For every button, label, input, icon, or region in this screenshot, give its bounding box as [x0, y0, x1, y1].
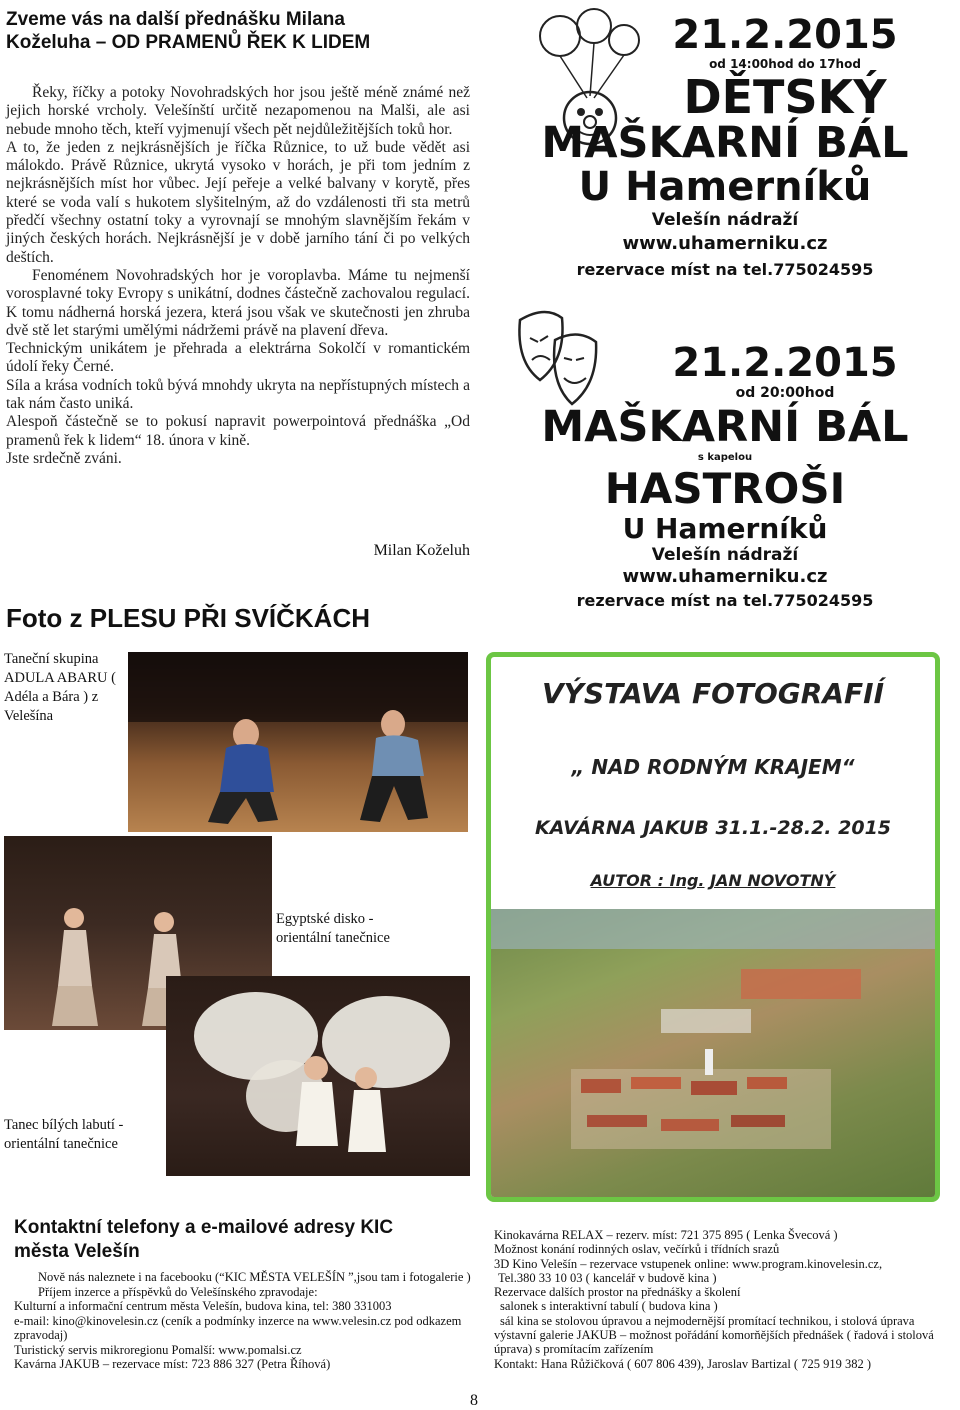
venue-contacts-line: sál kina se stolovou úpravou a nejmodernější promítací technikou, i stolová úprava: [500, 1313, 915, 1328]
exhibition-subtitle: „ NAD RODNÝM KRAJEM“: [571, 755, 855, 779]
poster2-band-intro: s kapelou: [697, 452, 753, 463]
photo-caption-swans: Tanec bílých labutí - orientální tanečnice: [4, 1117, 124, 1152]
contacts-line: Nově nás naleznete i na facebooku (“KIC MĚSTA VELEŠÍN ”,jsou tam i fotogalerie ): [38, 1270, 471, 1284]
photo-caption-dance-group: Taneční skupina ADULA ABARU ( Adéla a Bára ) z Velešína: [4, 651, 116, 724]
exhibition-place: KAVÁRNA JAKUB 31.1.-28.2. 2015: [534, 817, 892, 839]
photo-caption-egyptian: Egyptské disko - orientální tanečnice: [276, 911, 390, 946]
swan-dancers-figures: [166, 976, 470, 1176]
venue-contacts-line: výstavní galerie JAKUB – možnost pořádání komorňějších přednášek ( řadová i stolová úprava) s promítacím zařízením: [494, 1328, 934, 1357]
contacts-title: [14, 1216, 464, 1264]
lecture-signature: Milan Koželuh: [373, 542, 470, 559]
contacts-line: e-mail: kino@kinovelesin.cz (ceník a podmínky inzerce na www.velesin.cz pod odkazem zpravodaj): [14, 1313, 462, 1342]
contacts-body: [14, 1270, 478, 1372]
lecture-body: [6, 84, 470, 468]
exhibition-author-label: AUTOR : Ing.: [590, 871, 705, 890]
lecture-paragraph: Technickým unikátem je přehrada a elektrárna Sokolčí v romantickém údolí řeky Černé.: [6, 340, 470, 376]
lecture-title: [6, 8, 476, 54]
poster1-reservation: rezervace míst na tel.775024595: [576, 260, 874, 279]
poster2-web: www.uhamerniku.cz: [622, 566, 828, 587]
poster2-title: MAŠKARNÍ BÁL: [541, 402, 909, 452]
page-number: 8: [470, 1392, 478, 1409]
exhibition-poster: [486, 652, 940, 1202]
exhibition-title: VÝSTAVA FOTOGRAFIÍ: [541, 677, 884, 710]
lecture-paragraph: Řeky, říčky a potoky Novohradských hor jsou ještě méně známé než jejich horské vrcholy. Velešínští určitě nezapomenou na Malši, ale asi nebude mnoho těch, kteří vyjmenují všech pět nejdůležitějších toků hor.: [6, 84, 470, 138]
contacts-line: Kavárna JAKUB – rezervace míst: 723 886 327 (Petra Říhová): [14, 1357, 331, 1371]
lecture-paragraph: Síla a krása vodních toků bývá mnohdy ukryta na nepřístupných místech a tak nám často uniká.: [6, 376, 470, 413]
town-rooftops: [491, 909, 935, 1201]
poster1-title-line1: DĚTSKÝ: [683, 70, 887, 124]
poster1-venue: U Hamerníků: [578, 164, 872, 210]
poster1-title-line2: MAŠKARNÍ BÁL: [541, 118, 909, 168]
exhibition-author-name: JAN NOVOTNÝ: [710, 871, 836, 890]
photo-section-title: Foto z PLESU PŘI SVÍČKÁCH: [6, 603, 371, 633]
venue-contacts-line: Možnost konání rodinných oslav, večírků i třídních srazů: [494, 1242, 780, 1257]
contacts-line: Příjem inzerce a příspěvků do Velešínského zpravodaje:: [38, 1284, 318, 1299]
venue-contacts-line: Kinokavárna RELAX – rezerv. míst: 721 375 895 ( Lenka Švecová ): [494, 1228, 838, 1242]
ball-poster: [490, 0, 960, 630]
exhibition-author: [491, 871, 935, 890]
lecture-paragraph: Jste srdečně zváni.: [6, 449, 122, 467]
aerial-town-photo: [491, 909, 935, 1201]
lecture-paragraph: Alespoň částečně se to pokusí napravit powerpointová přednáška „Od pramenů řek k lidem“ 18. února v kině.: [6, 413, 470, 449]
contacts-line: Turistický servis mikroregionu Pomalší: www.pomalsi.cz: [14, 1342, 302, 1357]
poster1-time: od 14:00hod do 17hod: [709, 57, 861, 71]
venue-contacts-line: Tel.380 33 10 03 ( kancelář v budově kina ): [498, 1270, 717, 1285]
lecture-paragraph: Fenoménem Novohradských hor je voroplavba. Máme tu nejmenší vorosplavné toky Evropy s unikátní, dodnes částečně zachovalou regulací. K tomu nádherná horská jezera, která jsou však ve skutečnosti jen zhruba dvě stě let starými umělými nádržemi právě na plavení dřeva.: [6, 266, 470, 339]
photo-dance-group: [128, 652, 468, 832]
venue-contacts-line: salonek s interaktivní tabulí ( budova kina ): [500, 1299, 718, 1314]
contacts-title-line2: města Velešín: [14, 1241, 140, 1262]
venue-contacts: [494, 1228, 956, 1371]
contacts-title-line1: Kontaktní telefony a e-mailové adresy KIC: [14, 1217, 394, 1238]
poster2-venue: U Hamerníků: [622, 512, 828, 545]
venue-contacts-line: Kontakt: Hana Růžičková ( 607 806 439), Jaroslav Bartizal ( 725 919 382 ): [494, 1356, 871, 1371]
lecture-title-line1: Zveme vás na další přednášku Milana: [6, 9, 345, 30]
poster1-date: 21.2.2015: [672, 12, 898, 58]
venue-contacts-line: Rezervace dalších prostor na přednášky a školení: [494, 1285, 741, 1300]
lecture-title-line2: Koželuha – OD PRAMENŮ ŘEK K LIDEM: [6, 32, 371, 53]
poster1-web: www.uhamerniku.cz: [622, 233, 828, 254]
lecture-paragraph: A to, že jeden z nejkrásnějších je říčka Různice, to už bude vědět asi málokdo. Právě Různice, ukrytá vysoko v horách, je při tom jedním z nejkrásnějších míst hor vůbec. Její peřeje a velké balvany v korytě, přes které se voda valí s hukotem slyšitelným, až do vzdálenosti tři sta metrů předčí všechny ostatní toky a vyrovnají se mnohým slavnějším řekám v jiných českých horách. Nejkrásnější je v době jarního tání či po velkých deštích.: [6, 138, 470, 266]
contacts-line: Kulturní a informační centrum města Velešín, budova kina, tel: 380 331003: [14, 1299, 392, 1313]
poster2-reservation: rezervace míst na tel.775024595: [576, 591, 874, 610]
venue-contacts-line: 3D Kino Velešín – rezervace vstupenek online: www.program.kinovelesin.cz,: [494, 1256, 883, 1271]
photo-white-swans: [166, 976, 470, 1176]
poster2-band: HASTROŠI: [604, 464, 846, 513]
poster2-time: od 20:00hod: [735, 385, 835, 401]
poster2-location: Velešín nádraží: [651, 545, 799, 565]
poster2-date: 21.2.2015: [672, 340, 898, 386]
dancers-figures: [128, 652, 468, 832]
poster1-location: Velešín nádraží: [651, 210, 799, 230]
